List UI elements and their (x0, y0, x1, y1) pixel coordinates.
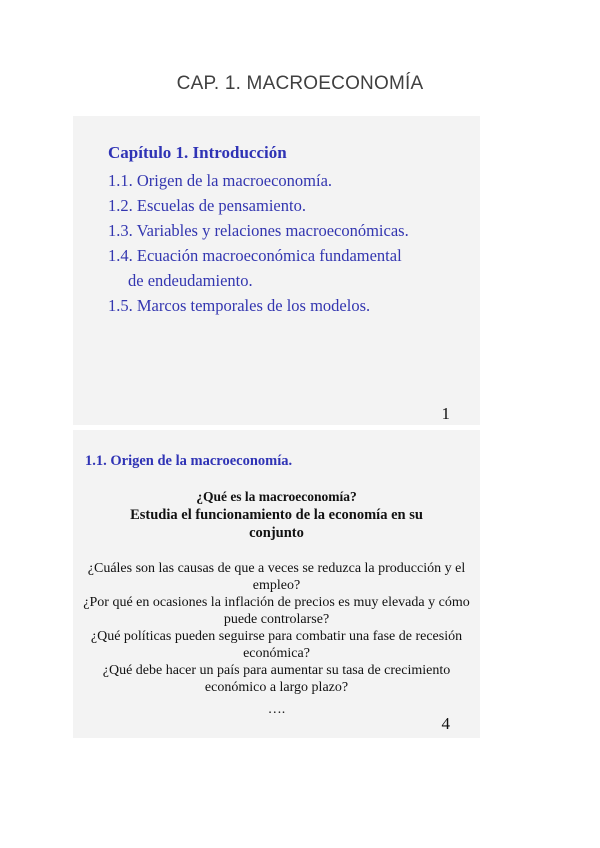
slide-1 (73, 116, 480, 425)
definition-block (73, 488, 480, 542)
slide-2-heading: 1.1. Origen de la macroeconomía. (85, 453, 293, 469)
toc-item (108, 218, 478, 243)
toc-item-label: 1.3. Variables y relaciones macroeconómicas. (108, 221, 409, 240)
slide-2-page-number: 4 (441, 714, 450, 733)
toc-item (108, 293, 478, 318)
toc-item (108, 243, 478, 293)
toc-item (108, 193, 478, 218)
toc-item (108, 168, 478, 193)
toc-item-continuation: de endeudamiento. (128, 271, 253, 290)
question-item: ¿Qué políticas pueden seguirse para combatir una fase de recesión económica? (90, 629, 463, 661)
table-of-contents (108, 168, 478, 318)
page-title: CAP. 1. MACROECONOMÍA (176, 73, 424, 94)
toc-item-label: 1.4. Ecuación macroeconómica fundamental (108, 246, 402, 265)
definition-question: ¿Qué es la macroeconomía? (196, 489, 357, 504)
definition-answer: Estudia el funcionamiento de la economía en su conjunto (130, 507, 423, 541)
question-item: ¿Cuáles son las causas de que a veces se reduzca la producción y el empleo? (87, 561, 466, 593)
toc-item-label: 1.2. Escuelas de pensamiento. (108, 196, 306, 215)
question-item: ¿Qué debe hacer un país para aumentar su tasa de crecimiento económico a largo plazo? (102, 663, 451, 695)
question-item: ¿Por qué en ocasiones la inflación de precios es muy elevada y cómo puede controlarse? (83, 595, 470, 627)
toc-item-label: 1.5. Marcos temporales de los modelos. (108, 296, 371, 315)
continuation-ellipsis: …. (267, 702, 286, 717)
slide-1-heading: Capítulo 1. Introducción (108, 143, 287, 162)
slide-1-page-number: 1 (441, 404, 450, 423)
questions-list (73, 560, 480, 696)
toc-item-label: 1.1. Origen de la macroeconomía. (108, 171, 333, 190)
slide-2 (73, 430, 480, 738)
